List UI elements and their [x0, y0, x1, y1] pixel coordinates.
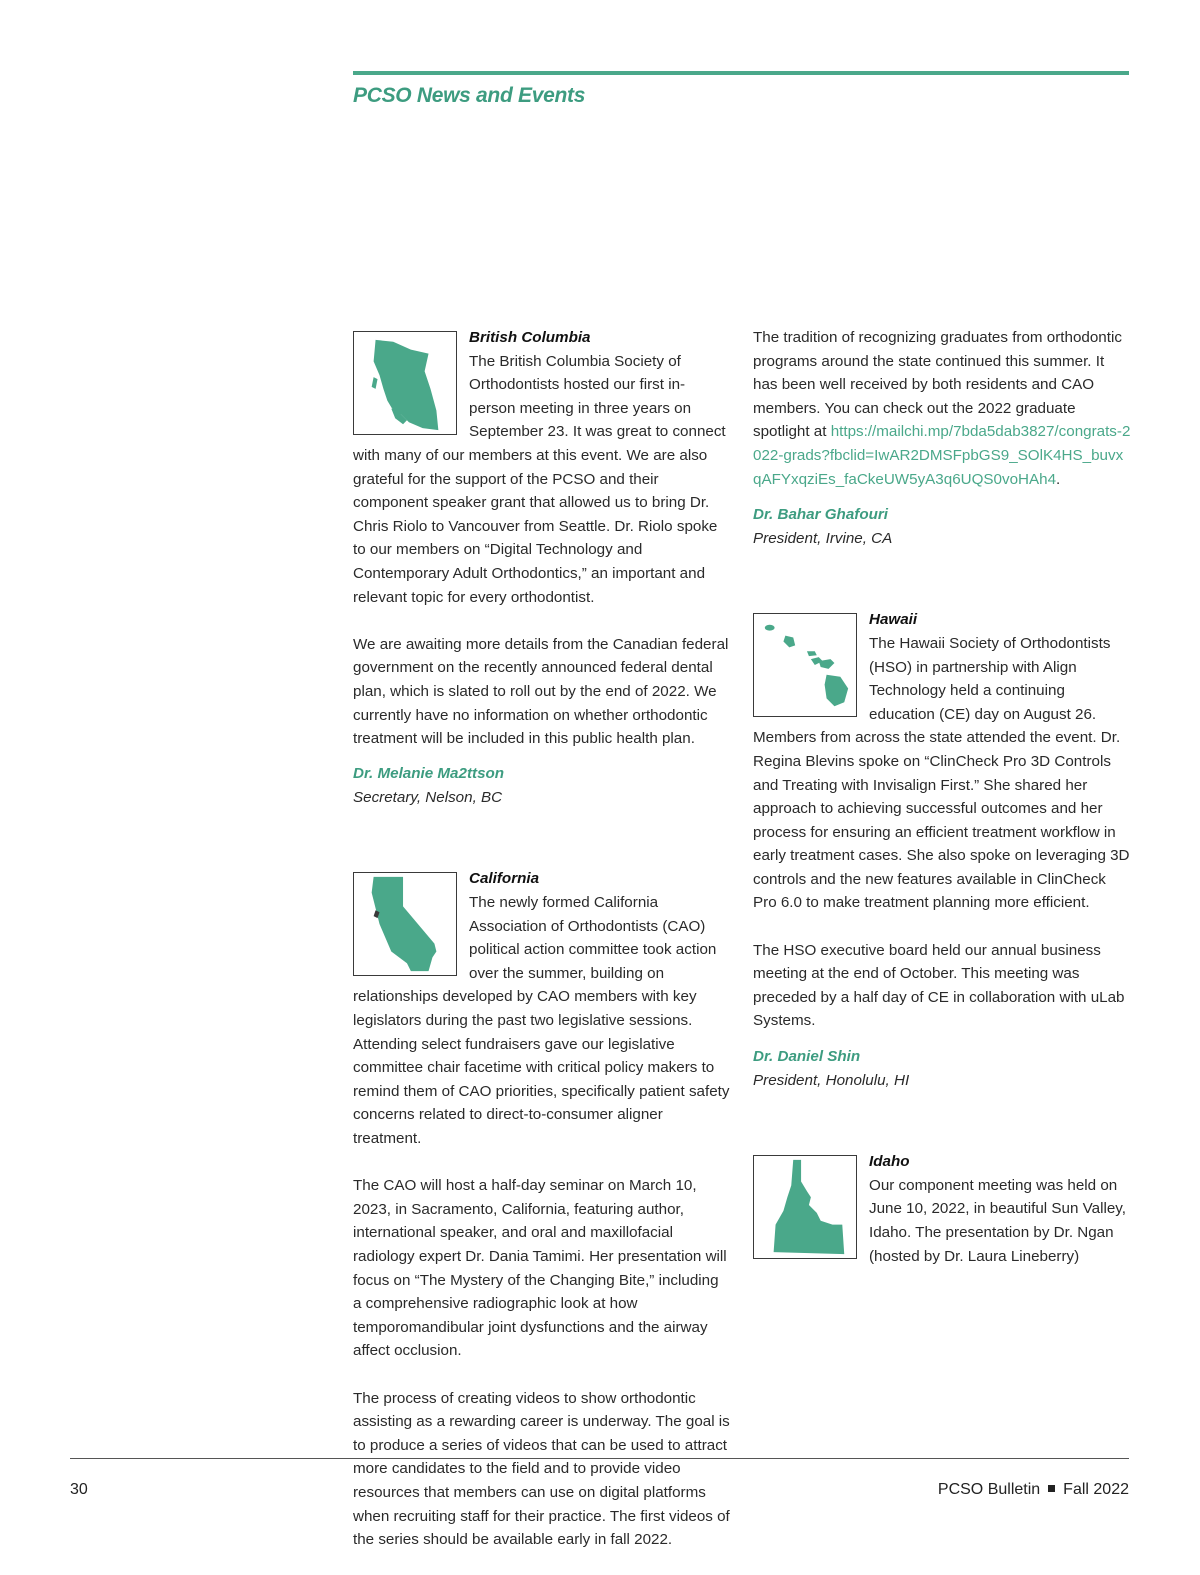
california-heading: California — [469, 870, 540, 888]
british-columbia-article — [353, 326, 731, 809]
separator-square-icon — [1048, 1485, 1055, 1492]
california-paragraph-2: The CAO will host a half-day seminar on March 10, 2023, in Sacramento, California, featuring author, international speaker, and oral and maxillofacial radiology expert Dr. Dania Tamimi. Her presentation will focus on “The Mystery of the Changing Bite,” including a comprehensive radiographic look at how temporomandibular joint dysfunctions and the airway affect occlusion. — [353, 1177, 727, 1360]
california-paragraph-3: The process of creating videos to show orthodontic assisting as a rewarding career is underway. The goal is to produce a series of videos that can be used to attract more candidates to the field and to provide video resources that members can use on digital platforms when recruiting staff for their practice. The first videos of the series should be available early in fall 2022. — [353, 1389, 730, 1549]
page-number: 30 — [70, 1481, 88, 1498]
hawaii-article — [753, 608, 1131, 1092]
idaho-article — [753, 1150, 1131, 1268]
california-signature — [753, 503, 1131, 550]
california-article — [353, 867, 731, 1551]
signature-name: Dr. Bahar Ghafouri — [753, 506, 889, 524]
signature-name: Dr. Daniel Shin — [753, 1048, 861, 1066]
hawaii-paragraph-1: The Hawaii Society of Orthodontists (HSO) in partnership with Align Technology held a continuing education (CE) day on August 26. Members from across the state attended the event. Dr. Regina Blevins spoke on “ClinCheck Pro 3D Controls and Treating with Invisalign First.” She shared her approach to achieving successful outcomes and her process for ensuring an efficient treatment workflow in early treatment cases. She also spoke on leveraging 3D controls and the new features available in ClinCheck Pro 6.0 to make treatment planning more efficient. — [753, 634, 1130, 912]
california-map-icon — [353, 872, 457, 976]
hawaii-signature — [753, 1045, 1131, 1092]
idaho-paragraph-1: Our component meeting was held on June 10, 2022, in beautiful Sun Valley, Idaho. The presentation by Dr. Ngan (hosted by Dr. Laura Lineberry) — [869, 1176, 1126, 1265]
california-paragraph-4: The tradition of recognizing graduates from orthodontic programs around the state continued this summer. It has been well received by both residents and CAO members. You can check out the 2022 graduate spotlight at https://mailchi.mp/7bda5dab3827/congrats-2022-grads?fbclid=IwAR2DMSFpbGS9_SOlK4HS_buvxqAFYxqziEs_faCkeUW5yA3q6UQS0voHAh4. — [753, 329, 1131, 488]
footer-publication — [938, 1481, 1129, 1499]
idaho-heading: Idaho — [869, 1153, 910, 1171]
british-columbia-paragraph-1: The British Columbia Society of Orthodontists hosted our first in-person meeting in three years on September 23. It was great to connect with many of our members at this event. We are also grateful for the support of the PCSO and their component speaker grant that allowed us to bring Dr. Chris Riolo to Vancouver from Seattle. Dr. Riolo spoke to our members on “Digital Technology and Contemporary Adult Orthodontics,” an important and relevant topic for every orthodontist. — [353, 352, 726, 606]
footer-rule — [70, 1458, 1129, 1459]
signature-title: Secretary, Nelson, BC — [353, 788, 503, 806]
british-columbia-heading: British Columbia — [469, 329, 591, 346]
hawaii-heading: Hawaii — [869, 611, 918, 629]
california-paragraph-1: The newly formed California Association of Orthodontists (CAO) political action committee took action over the summer, building on relationships developed by CAO members with key legislators during the past two legislative sessions. Attending select fundraisers gave our legislative committee chair facetime with critical policy makers to remind them of CAO priorities, specifically patient safety concerns related to direct-to-consumer aligner treatment. — [353, 894, 730, 1147]
idaho-map-icon — [753, 1155, 857, 1259]
right-column — [753, 326, 1131, 1292]
section-title: PCSO News and Events — [353, 84, 586, 107]
header-rule — [353, 71, 1129, 75]
publication-name: PCSO Bulletin — [937, 1481, 1041, 1498]
issue-date: Fall 2022 — [1063, 1481, 1129, 1498]
hawaii-map-icon — [753, 613, 857, 717]
left-column — [353, 326, 731, 1575]
signature-title: President, Irvine, CA — [753, 529, 893, 547]
graduate-spotlight-link[interactable]: https://mailchi.mp/7bda5dab3827/congrats-2022-grads?fbclid=IwAR2DMSFpbGS9_SOlK4HS_buvxqAFYxqziEs_faCkeUW5yA3q6UQS0voHAh4 — [753, 423, 1131, 488]
british-columbia-map-icon — [353, 331, 457, 435]
british-columbia-signature — [353, 762, 731, 809]
hawaii-paragraph-2: The HSO executive board held our annual business meeting at the end of October. This meeting was preceded by a half day of CE in collaboration with uLab Systems. — [753, 941, 1125, 1030]
signature-name: Dr. Melanie Ma2ttson — [353, 765, 505, 783]
british-columbia-paragraph-2: We are awaiting more details from the Canadian federal government on the recently announced federal dental plan, which is slated to roll out by the end of 2022. We currently have no information on whether orthodontic treatment will be included in this public health plan. — [353, 635, 729, 748]
signature-title: President, Honolulu, HI — [753, 1071, 910, 1089]
